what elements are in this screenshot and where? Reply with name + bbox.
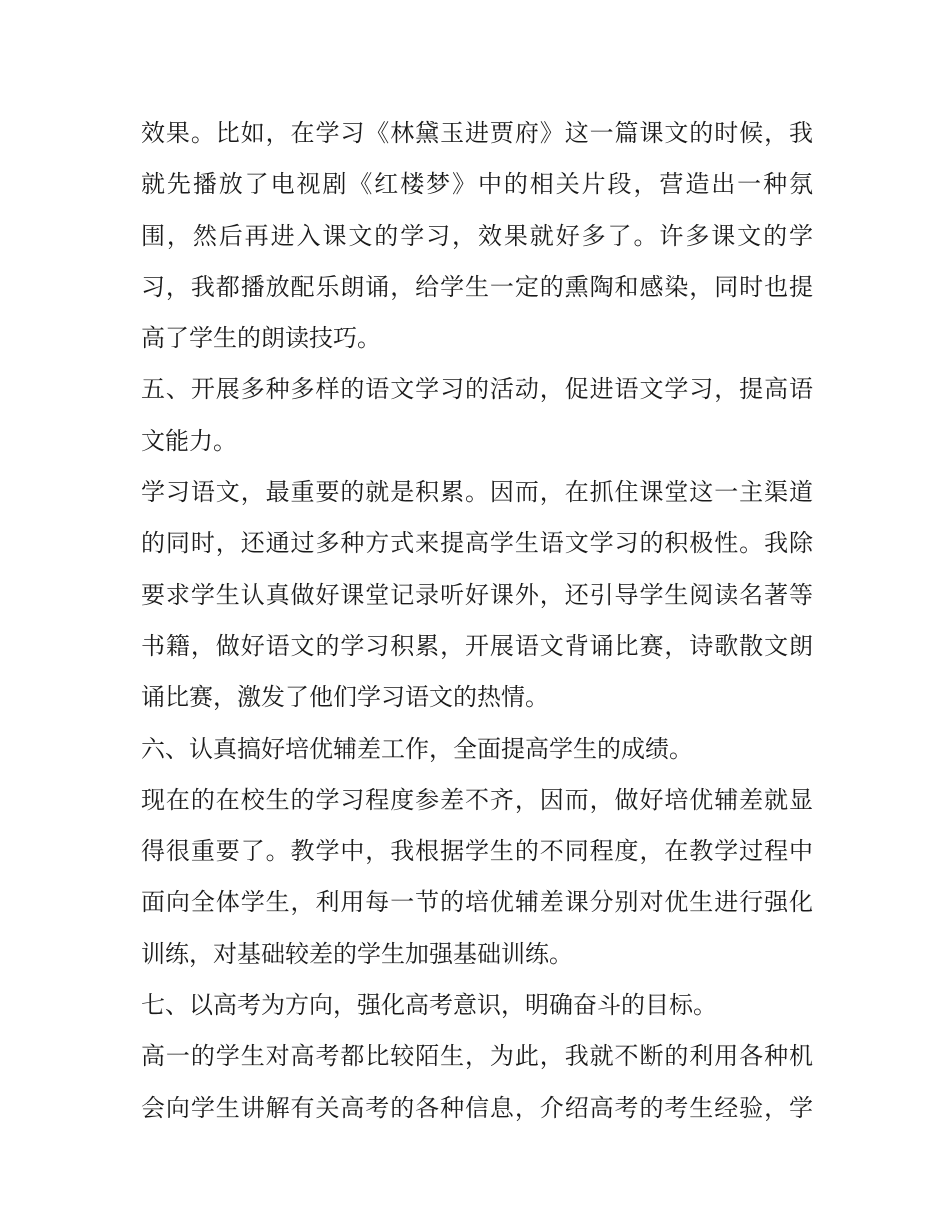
section-heading: 五、开展多种多样的语文学习的活动，促进语文学习，提高语 (141, 375, 813, 404)
text-line: 面向全体学生，利用每一节的培优辅差课分别对优生进行强化 (141, 888, 813, 917)
text-line: 效果。比如，在学习《林黛玉进贾府》这一篇课文的时候，我 (141, 119, 813, 147)
text-line: 就先播放了电视剧《红楼梦》中的相关片段，营造出一种氛 (141, 170, 813, 199)
section-heading: 六、认真搞好培优辅差工作，全面提高学生的成绩。 (141, 734, 693, 763)
text-line: 围，然后再进入课文的学习，效果就好多了。许多课文的学 (141, 221, 813, 250)
text-line: 得很重要了。教学中，我根据学生的不同程度，在教学过程中 (141, 837, 813, 866)
section-heading: 文能力。 (141, 426, 237, 455)
text-line: 的同时，还通过多种方式来提高学生语文学习的积极性。我除 (141, 529, 813, 558)
text-line: 现在的在校生的学习程度参差不齐，因而，做好培优辅差就显 (141, 785, 813, 814)
text-line: 高一的学生对高考都比较陌生，为此，我就不断的利用各种机 (141, 1042, 813, 1071)
text-line: 高了学生的朗读技巧。 (141, 324, 381, 353)
text-line: 书籍，做好语文的学习积累，开展语文背诵比赛，诗歌散文朗 (141, 631, 813, 660)
text-line: 训练，对基础较差的学生加强基础训练。 (141, 939, 573, 968)
text-line: 学习语文，最重要的就是积累。因而，在抓住课堂这一主渠道 (141, 478, 813, 507)
text-line: 会向学生讲解有关高考的各种信息，介绍高考的考生经验，学 (141, 1093, 813, 1122)
section-heading: 七、以高考为方向，强化高考意识，明确奋斗的目标。 (141, 991, 717, 1020)
text-line: 习，我都播放配乐朗诵，给学生一定的熏陶和感染，同时也提 (141, 272, 813, 301)
text-line: 诵比赛，激发了他们学习语文的热情。 (141, 683, 549, 712)
text-line: 要求学生认真做好课堂记录听好课外，还引导学生阅读名著等 (141, 580, 813, 609)
body-text (141, 108, 813, 1134)
